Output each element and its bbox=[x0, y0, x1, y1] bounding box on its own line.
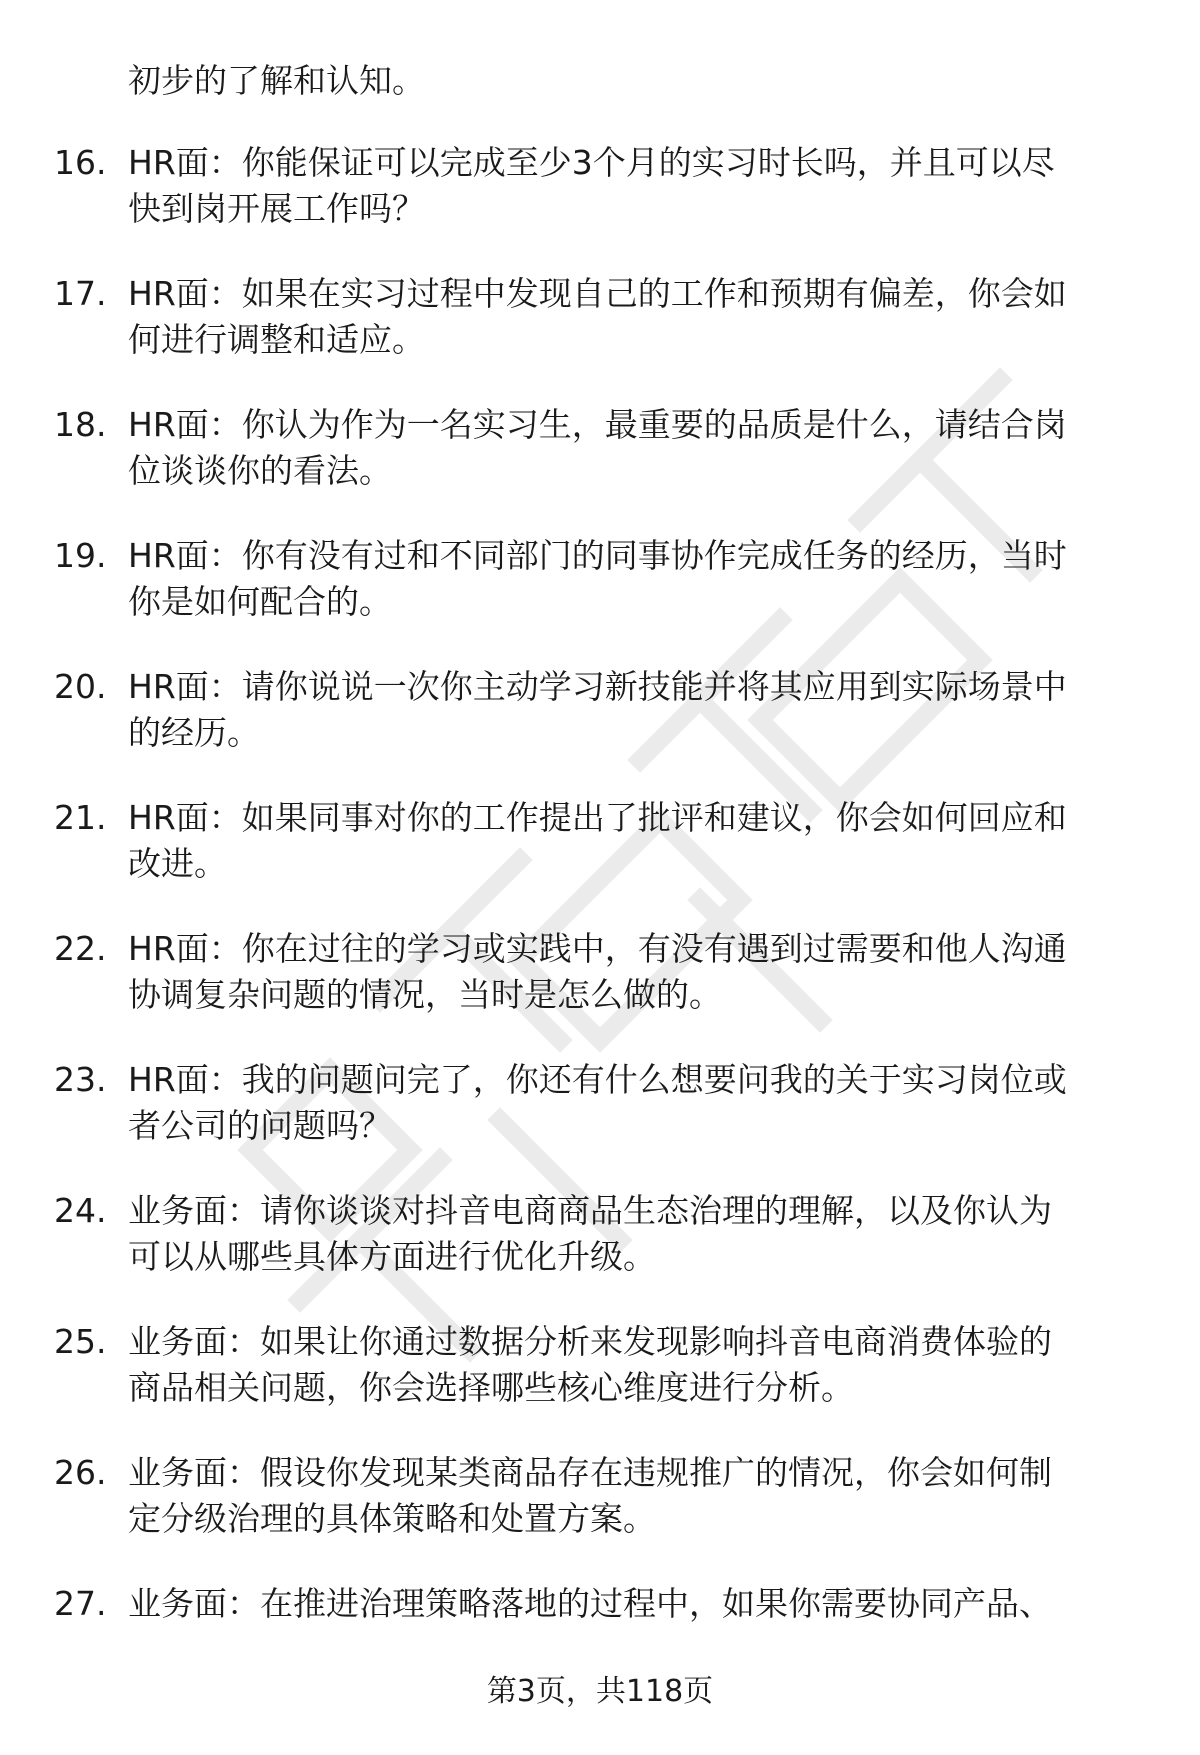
item-text bbox=[128, 1450, 1160, 1542]
item-text bbox=[128, 271, 1160, 363]
continuation-text: 初步的了解和认知。 bbox=[128, 61, 425, 100]
item-line: HR面：我的问题问完了，你还有什么想要问我的关于实习岗位或 bbox=[128, 1060, 1067, 1099]
item-text bbox=[128, 1188, 1160, 1280]
question-list bbox=[0, 140, 1200, 1712]
item-line: HR面：如果同事对你的工作提出了批评和建议，你会如何回应和 bbox=[128, 798, 1067, 837]
list-item bbox=[0, 271, 1200, 402]
item-line: 业务面：如果让你通过数据分析来发现影响抖音电商消费体验的 bbox=[128, 1322, 1052, 1361]
list-item bbox=[0, 1057, 1200, 1188]
item-line: 业务面：假设你发现某类商品存在违规推广的情况，你会如何制 bbox=[128, 1453, 1052, 1492]
item-text bbox=[128, 664, 1160, 756]
item-number: 20. bbox=[54, 667, 107, 706]
item-line: HR面：你认为作为一名实习生，最重要的品质是什么，请结合岗 bbox=[128, 405, 1067, 444]
item-number: 24. bbox=[54, 1191, 107, 1230]
item-number: 16. bbox=[54, 143, 107, 182]
item-line: 你是如何配合的。 bbox=[128, 582, 392, 621]
item-text bbox=[128, 795, 1160, 887]
item-line: 业务面：在推进治理策略落地的过程中，如果你需要协同产品、 bbox=[128, 1584, 1052, 1623]
item-line: 可以从哪些具体方面进行优化升级。 bbox=[128, 1237, 656, 1276]
list-item bbox=[0, 402, 1200, 533]
item-line: HR面：如果在实习过程中发现自己的工作和预期有偏差，你会如 bbox=[128, 274, 1067, 313]
item-line: HR面：请你说说一次你主动学习新技能并将其应用到实际场景中 bbox=[128, 667, 1067, 706]
item-line: HR面：你能保证可以完成至少3个月的实习时长吗，并且可以尽 bbox=[128, 143, 1055, 182]
item-number: 25. bbox=[54, 1322, 107, 1361]
item-line: 改进。 bbox=[128, 844, 227, 883]
page-footer: 第3页，共118页 bbox=[486, 1674, 714, 1709]
item-number: 21. bbox=[54, 798, 107, 837]
list-item bbox=[0, 1188, 1200, 1319]
item-text bbox=[128, 533, 1160, 625]
item-number: 17. bbox=[54, 274, 107, 313]
item-number: 19. bbox=[54, 536, 107, 575]
item-text bbox=[128, 1581, 1160, 1627]
item-line: HR面：你有没有过和不同部门的同事协作完成任务的经历，当时 bbox=[128, 536, 1067, 575]
list-item bbox=[0, 533, 1200, 664]
item-text bbox=[128, 1057, 1160, 1149]
item-text bbox=[128, 402, 1160, 494]
item-line: 业务面：请你谈谈对抖音电商商品生态治理的理解，以及你认为 bbox=[128, 1191, 1052, 1230]
item-text bbox=[128, 926, 1160, 1018]
item-text bbox=[128, 140, 1160, 232]
list-item bbox=[0, 926, 1200, 1057]
list-item bbox=[0, 795, 1200, 926]
list-item bbox=[0, 140, 1200, 271]
item-line: 的经历。 bbox=[128, 713, 260, 752]
item-line: 位谈谈你的看法。 bbox=[128, 451, 392, 490]
item-line: 定分级治理的具体策略和处置方案。 bbox=[128, 1499, 656, 1538]
item-line: 协调复杂问题的情况，当时是怎么做的。 bbox=[128, 975, 722, 1014]
item-line: 何进行调整和适应。 bbox=[128, 320, 425, 359]
item-line: HR面：你在过往的学习或实践中，有没有遇到过需要和他人沟通 bbox=[128, 929, 1067, 968]
list-item bbox=[0, 1450, 1200, 1581]
item-number: 18. bbox=[54, 405, 107, 444]
item-line: 快到岗开展工作吗？ bbox=[128, 189, 425, 228]
item-line: 商品相关问题，你会选择哪些核心维度进行分析。 bbox=[128, 1368, 854, 1407]
list-item bbox=[0, 664, 1200, 795]
item-line: 者公司的问题吗？ bbox=[128, 1106, 392, 1145]
item-number: 26. bbox=[54, 1453, 107, 1492]
item-text bbox=[128, 1319, 1160, 1411]
item-number: 27. bbox=[54, 1584, 107, 1623]
item-number: 23. bbox=[54, 1060, 107, 1099]
list-item bbox=[0, 1319, 1200, 1450]
item-number: 22. bbox=[54, 929, 107, 968]
